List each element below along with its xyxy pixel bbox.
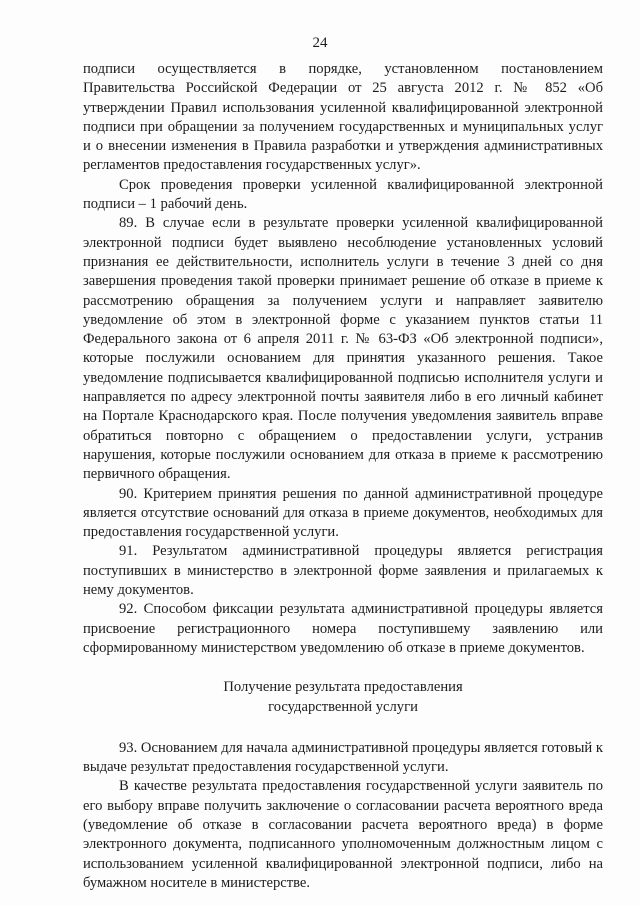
paragraph-90: 90. Критерием принятия решения по данной административной процедуре является отсутствие оснований для отказа в приеме документов, необходимых для предоставления государственной услуги. bbox=[83, 485, 603, 541]
paragraph-result-options: В качестве результата предоставления государственной услуги заявитель по его выбору вправе получить заключение о согласовании расчета вероятного вреда (уведомление об отказе в согласовании расчета вероятного вреда) в форме электронного документа, подписанного уполномоченным должностным лицом с использованием усиленной квалифицированной электронной подписи, либо на бумажном носителе в министерстве. bbox=[83, 778, 603, 891]
paragraph-89: 89. В случае если в результате проверки усиленной квалифицированной электронной подписи будет выявлено несоблюдение установленных условий признания ее действительности, исполнитель услуги в течение 3 дней со дня завершения проведения такой проверки принимает решение об отказе в приеме к рассмотрению обращения за получением услуги и направляет заявителю уведомление об этом в электронной форме с указанием пунктов статьи 11 Федерального закона от 6 апреля 2011 г. № 63-ФЗ «Об электронной подписи», которые послужили основанием для принятия указанного решения. Такое уведомление подписывается квалифицированной подписью исполнителя услуги и направляется по адресу электронной почты заявителя либо в его личный кабинет на Портале Краснодарского края. После получения уведомления заявитель вправе обратиться повторно с обращением о предоставлении услуги, устранив нарушения, которые послужили основанием для отказа в приеме к рассмотрению первичного обращения. bbox=[83, 215, 603, 483]
paragraph-92: 92. Способом фиксации результата административной процедуры является присвоение регистрационного номера поступившему заявлению или сформированному министерством уведомлению об отказе в приеме документов. bbox=[83, 601, 603, 656]
document-body bbox=[83, 60, 603, 893]
paragraph-91: 91. Результатом административной процедуры является регистрация поступивших в министерство в электронной форме заявления и прилагаемых к нему документов. bbox=[83, 543, 603, 599]
paragraph-verification-period: Срок проведения проверки усиленной квалифицированной электронной подписи – 1 рабочий день. bbox=[83, 176, 603, 213]
page-number: 24 bbox=[312, 35, 328, 51]
paragraph-93: 93. Основанием для начала административной процедуры является готовый к выдаче результат предоставления государственной услуги. bbox=[83, 739, 603, 776]
section-heading-line-2: государственной услуги bbox=[268, 698, 418, 715]
section-heading-line-1: Получение результата предоставления bbox=[223, 679, 463, 696]
paragraph-continuation: подписи осуществляется в порядке, установленном постановлением Правительства Российской Федерации от 25 августа 2012 г. № 852 «Об утверждении Правил использования усиленной квалифицированной электронной подписи при обращении за получением государственных и муниципальных услуг и о внесении изменения в Правила разработки и утверждения административных регламентов предоставления государственных услуг». bbox=[83, 61, 603, 174]
section-heading bbox=[83, 678, 603, 717]
